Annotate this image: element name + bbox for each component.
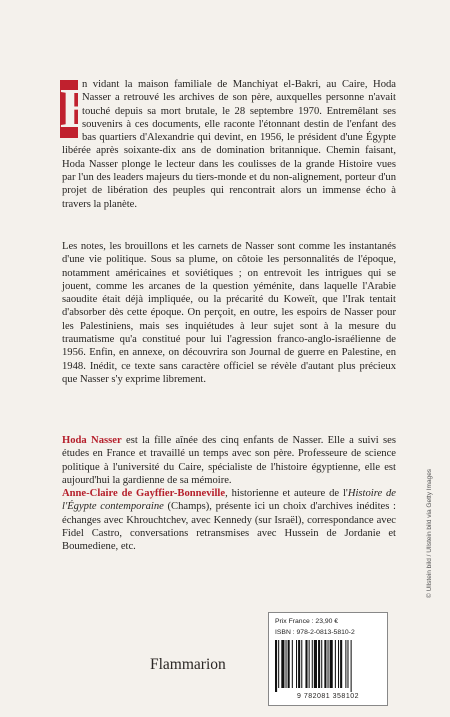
barcode-icon [273,640,383,692]
second-paragraph [62,240,396,386]
publisher-name: Flammarion [150,656,226,673]
editor-name: Anne-Claire de Gayffier-Bonneville [62,488,226,499]
drop-cap: E [60,78,98,140]
isbn-label: ISBN : 978-2-0813-5810-2 [275,629,355,636]
editor-bio-text-b: (Champs), présente ici un choix d'archives inédites : échanges avec Khrouchtchev, avec Kennedy (sur Israël), correspondance avec Fidel Castro, conversations retransmises avec Hussein de Jordanie et Boumediene, etc. [62,501,396,553]
author-bio [62,434,396,487]
editor-bio-text-a: , historienne et auteure de l' [225,488,348,499]
second-paragraph-text: Les notes, les brouillons et les carnets de Nasser sont comme les instantanés d'une vie politique. Sous sa plume, on côtoie les personnalités de l'époque, notamment américaines et soviétiques ; on entrevoit les intrigues qui se jouent, comme les arcanes de la question yéménite, dans laquelle l'Arabie saoudite était déjà impliquée, ou la précarité du Koweït, que l'Irak tentait d'absorber dès cette époque. On perçoit, en outre, les espoirs de Nasser pour les Palestiniens, mais ses inquiétudes à leur sujet sont à la mesure du traumatisme qu'a constitué pour lui l'agression franco-anglo-israélienne de 1956. Enfin, en annexe, on découvrira son Journal de guerre en Palestine, en 1948. Inédit, ce texte sans caractère officiel se révèle d'autant plus précieux que Nasser s'y exprime librement. [62,241,396,385]
editor-bio [62,487,396,553]
barcode-number: 9 782081 358102 [297,693,359,700]
intro-text: n vidant la maison familiale de Manchiyat el-Bakri, au Caire, Hoda Nasser a retrouvé les archives de son père, auxquelles personne n'avait touché depuis sa mort brutale, le 28 septembre 1970. Entremêlant ses souvenirs à ces documents, elle raconte l'étonnant destin de l'enfant des bas quartiers d'Alexandrie qui devint, en 1956, le président d'une Égypte libérée après soixante-dix ans de domination britannique. Chemin faisant, Hoda Nasser plonge le lecteur dans les coulisses de la grande Histoire vues par l'un des leaders majeurs du tiers-monde et du non-alignement, porteur d'un projet de libération des peuples qui rencontrait alors un immense écho à travers la planète. [62,79,396,210]
price-barcode-box [268,612,388,706]
author-bio-text: est la fille aînée des cinq enfants de Nasser. Elle a suivi ses études en France et travaillé un temps avec son père. Professeure de science politique à l'université du Caire, spécialiste de l'histoire égyptienne, elle est aujourd'hui la gardienne de sa mémoire. [62,435,396,486]
price-label: Prix France : 23,90 € [275,618,339,625]
author-name: Hoda Nasser [62,435,122,446]
photo-credit: © Ullstein bild / Ullstein bild via Getty Images [426,468,433,598]
intro-paragraph [62,78,396,211]
editor-book-title: Histoire de l'Égypte contemporaine [62,488,397,513]
